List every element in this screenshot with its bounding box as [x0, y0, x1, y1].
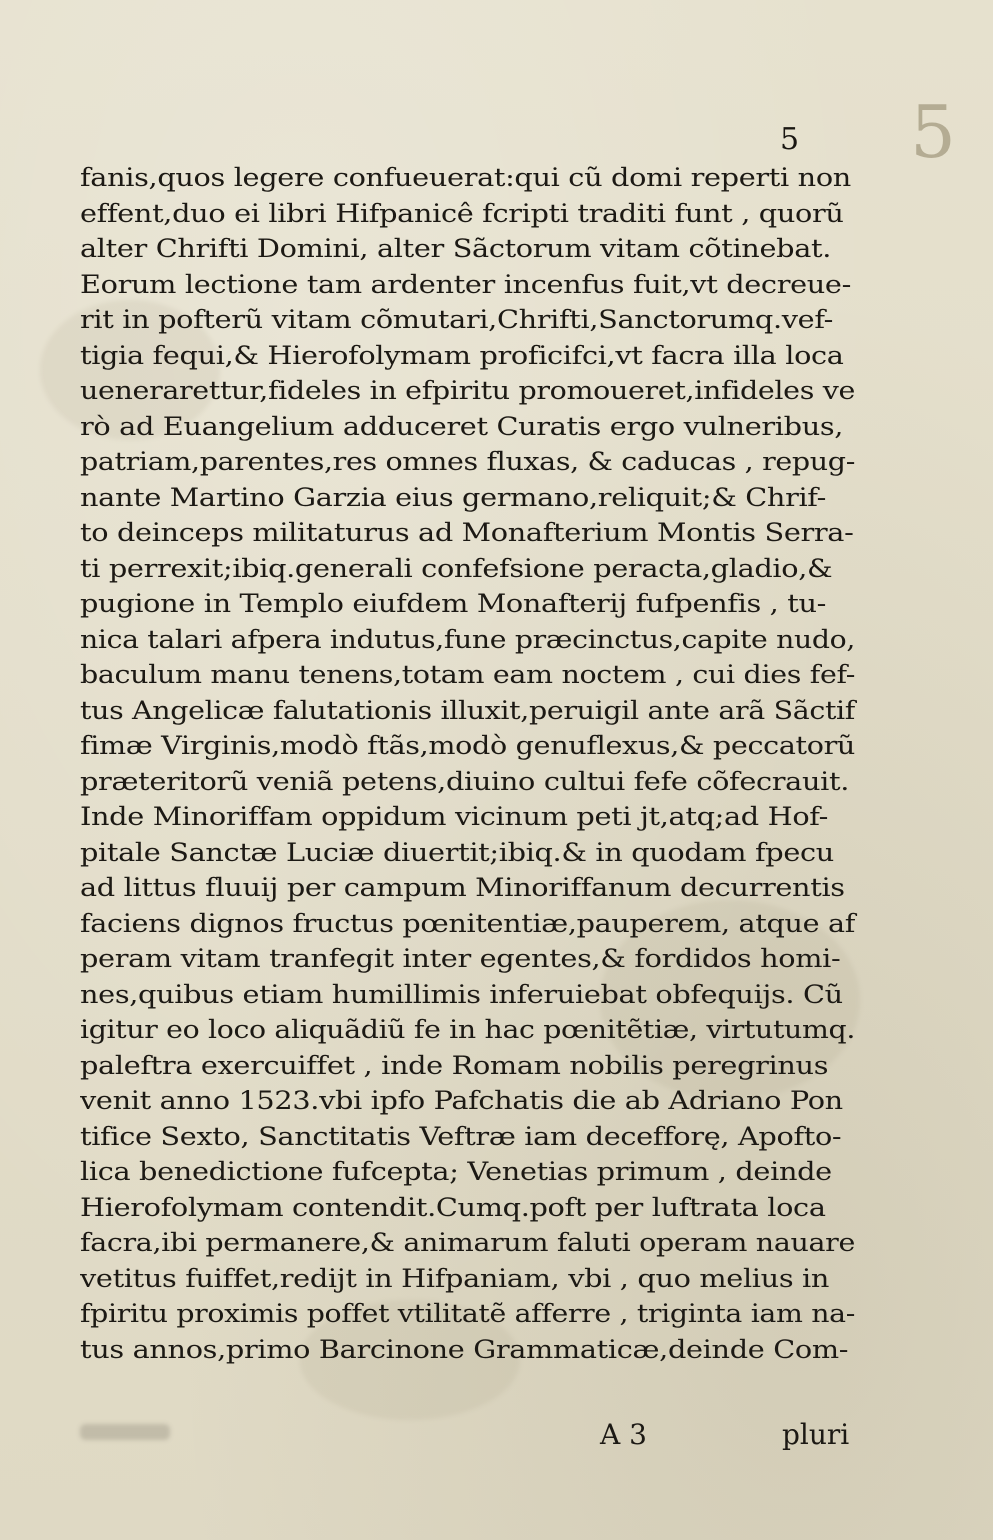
text-line: fanis,quos legere confueuerat:qui cũ domi reperti non: [80, 163, 851, 192]
text-line: præteritorũ veniã petens,diuino cultui fefe cõfecrauit.: [80, 766, 850, 796]
page-number: 5: [780, 122, 800, 157]
folio-stamp: 5: [910, 90, 956, 174]
text-line: Hierofolymam contendit.Cumq.poft per luftrata loca: [80, 1192, 826, 1222]
text-line: uenerarettur,fideles in efpiritu promoueret,infideles ve: [80, 376, 855, 405]
text-line: Eorum lectione tam ardenter incenfus fuit,vt decreue-: [80, 269, 851, 299]
text-line: tus annos,primo Barcinone Grammaticæ,deinde Com-: [80, 1334, 849, 1364]
text-line: vetitus fuiffet,redijt in Hifpaniam, vbi , quo melius in: [80, 1263, 830, 1293]
text-line: tifice Sexto, Sanctitatis Veftræ iam decefforę, Apofto-: [80, 1121, 842, 1151]
text-line: rit in pofterũ vitam cõmutari,Chrifti,Sanctorumq.vef-: [80, 305, 833, 334]
text-line: faciens dignos fructus pœnitentiæ,pauperem, atque af: [80, 908, 855, 938]
page-footer: [80, 1418, 860, 1458]
text-line: pugione in Templo eiufdem Monafterij fufpenfis , tu-: [80, 589, 826, 618]
text-line: Inde Minoriffam oppidum vicinum peti jt,atq;ad Hof-: [80, 802, 828, 831]
signature-mark: A 3: [600, 1418, 647, 1451]
catchword: pluri: [782, 1418, 850, 1451]
text-line: paleftra exercuiffet , inde Romam nobilis peregrinus: [80, 1050, 829, 1080]
text-line: fpiritu proximis poffet vtilitatẽ afferre , triginta iam na-: [80, 1299, 855, 1328]
text-line: patriam,parentes,res omnes fluxas, & caducas , repug-: [80, 447, 855, 476]
text-line: peram vitam tranfegit inter egentes,& fordidos homi-: [80, 944, 841, 973]
text-line: lica benedictione fufcepta; Venetias primum , deinde: [80, 1157, 832, 1186]
text-line: venit anno 1523.vbi ipfo Pafchatis die ab Adriano Pon: [80, 1086, 843, 1115]
text-line: tigia fequi,& Hierofolymam proficifci,vt facra illa loca: [80, 340, 844, 370]
text-line: pitale Sanctæ Luciæ diuertit;ibiq.& in quodam fpecu: [80, 837, 834, 867]
text-line: ti perrexit;ibiq.generali confefsione peracta,gladio,&: [80, 553, 833, 583]
text-line: igitur eo loco aliquãdiũ fe in hac pœnitẽtiæ, virtutumq.: [80, 1015, 855, 1044]
text-line: baculum manu tenens,totam eam noctem , cui dies fef-: [80, 660, 855, 689]
text-line: ad littus fluuij per campum Minoriffanum decurrentis: [80, 873, 845, 902]
body-text: [80, 160, 860, 1367]
text-line: effent,duo ei libri Hifpanicê fcripti traditi funt , quorũ: [80, 198, 844, 228]
text-line: to deinceps militaturus ad Monafterium Montis Serra-: [80, 518, 854, 547]
text-line: rò ad Euangelium adduceret Curatis ergo vulneribus,: [80, 411, 844, 441]
text-line: fimæ Virginis,modò ftãs,modò genuflexus,& peccatorũ: [80, 731, 855, 760]
text-line: tus Angelicæ falutationis illuxit,peruigil ante arã Sãctif: [80, 695, 855, 725]
text-line: nes,quibus etiam humillimis inferuiebat obfequijs. Cũ: [80, 979, 843, 1009]
text-line: nante Martino Garzia eius germano,reliquit;& Chrif-: [80, 482, 826, 512]
ink-bleed-mark: [80, 1424, 170, 1440]
text-line: facra,ibi permanere,& animarum faluti operam nauare: [80, 1228, 855, 1257]
text-line: nica talari afpera indutus,fune præcinctus,capite nudo,: [80, 624, 855, 654]
text-line: alter Chrifti Domini, alter Sãctorum vitam cõtinebat.: [80, 234, 832, 263]
